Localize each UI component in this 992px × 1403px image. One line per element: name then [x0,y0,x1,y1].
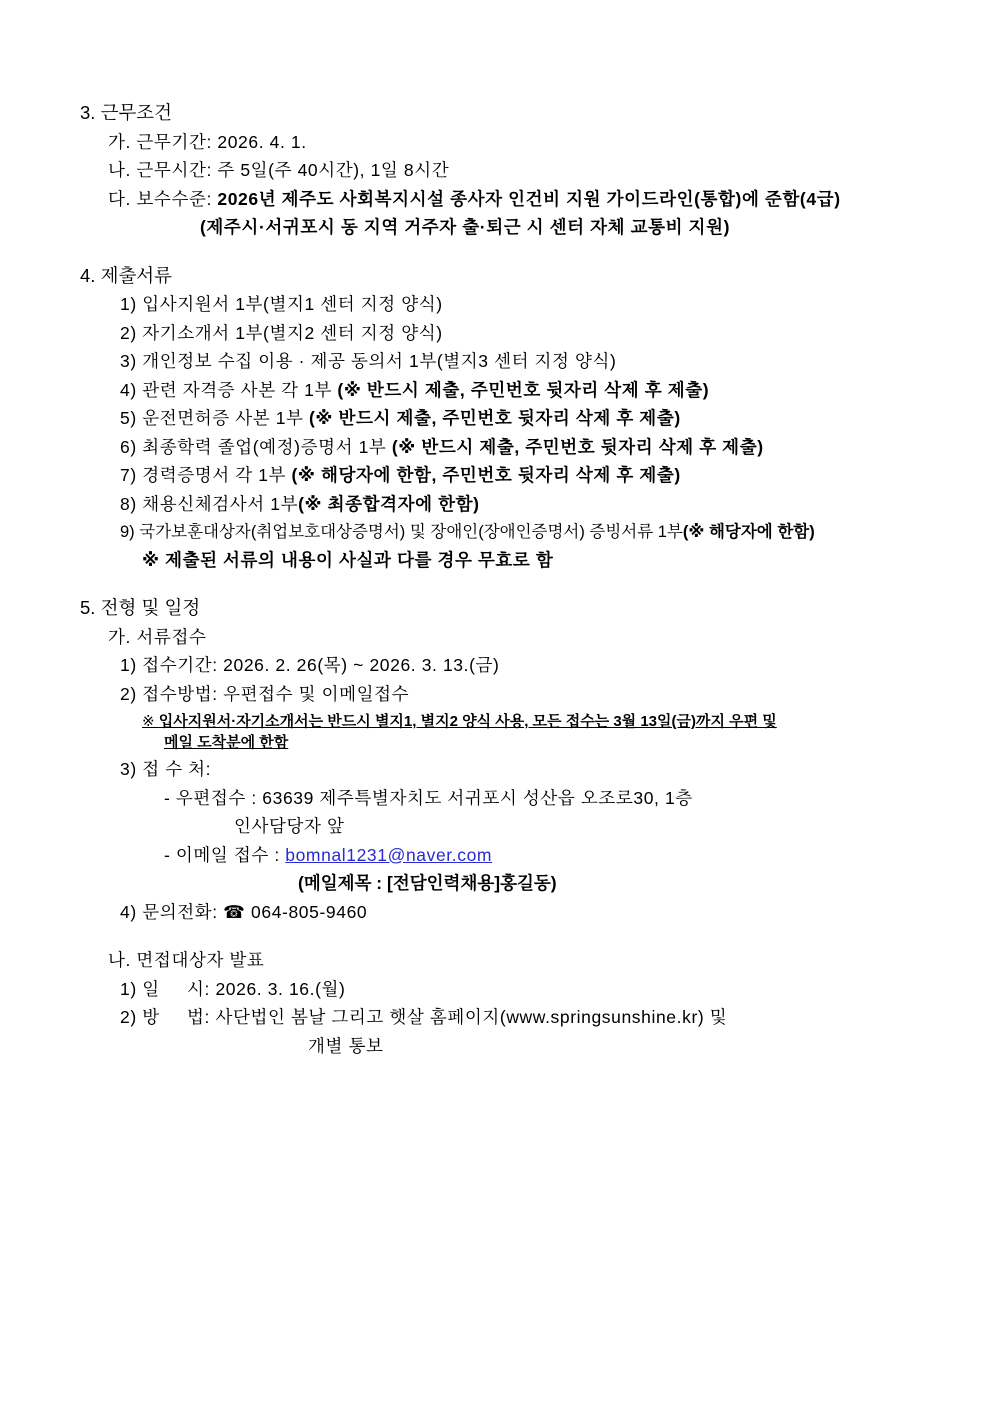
document-item-num: 4) [120,379,137,400]
pay-transport-note: (제주시·서귀포시 동 지역 거주자 출·퇴근 시 센터 자체 교통비 지원) [200,217,730,237]
schedule-sub-b-label: 나. 면접대상자 발표 [108,950,265,970]
document-item-num: 3) [120,351,137,371]
document-item [80,467,932,485]
document-item-bold: (※ 반드시 제출, 주민번호 뒷자리 삭제 후 제출) [309,408,681,428]
receipt-post-attn: 인사담당자 앞 [234,816,345,836]
document-item-text: 국가보훈대상자(취업보호대상증명서) 및 장애인(장애인증명서) 증빙서류 1부 [139,523,683,541]
pay-level-line [80,188,932,209]
work-period-line: 가. 근무기간: 2026. 4. 1. [108,131,307,152]
documents-footnote: ※ 제출된 서류의 내용이 사실과 다를 경우 무효로 함 [142,549,554,570]
document-item-text: 최종학력 졸업(예정)증명서 1부 [142,436,392,457]
document-item-num: 9) [120,523,135,541]
document-item-num: 2) [120,322,137,343]
section-title-documents: 4. 제출서류 [80,264,173,286]
interview-date-line: 1) 일 시: 2026. 3. 16.(월) [120,978,346,999]
telephone-icon: ☎ [223,902,246,923]
document-item-text: 경력증명서 각 1부 [142,465,292,485]
section-title-work-conditions: 3. 근무조건 [80,102,173,123]
contact-phone-line [80,901,932,923]
document-item [80,436,932,457]
document-item [80,493,932,514]
application-note-line2: 메일 도착분에 한함 [164,734,289,751]
document-item [80,379,932,400]
document-item-num: 5) [120,408,137,428]
document-item-bold: (※ 해당자에 한함) [682,523,815,541]
document-item-text: 입사지원서 1부(별지1 센터 지정 양식) [142,294,443,314]
application-note-text: 입사지원서·자기소개서는 반드시 별지1, 별지2 양식 사용, 모든 접수는 3월 13일(금)까지 우편 및 [158,713,777,730]
section-schedule [80,599,932,1055]
document-item-text: 개인정보 수집 이용 · 제공 동의서 1부(별지3 센터 지정 양식) [142,351,617,371]
schedule-sub-a-label: 가. 서류접수 [108,626,207,647]
mail-subject-note: (메일제목 : [전담인력채용]홍길동) [298,873,557,893]
document-item-num: 8) [120,493,137,514]
application-note-line1 [80,714,932,729]
receipt-email-link[interactable]: bomnal1231@naver.com [285,844,493,865]
receipt-email-label: - 이메일 접수 : [164,844,286,865]
application-note-marker: ※ [142,713,159,730]
document-item [80,296,932,314]
application-method-line: 2) 접수방법: 우편접수 및 이메일접수 [120,683,410,704]
document-item [80,410,932,428]
document-item [80,353,932,371]
receipt-email-line [80,844,932,865]
document-item-num: 6) [120,436,137,457]
document-item-num: 1) [120,294,137,314]
interview-method-cont: 개별 통보 [308,1035,384,1056]
contact-phone-label: 4) 문의전화: [120,901,224,922]
document-item [80,524,932,541]
receipt-place-label: 3) 접 수 처: [120,759,212,779]
section-work-conditions [80,104,932,237]
document-item-num: 7) [120,465,137,485]
section-title-schedule: 5. 전형 및 일정 [80,597,201,618]
document-item-text: 자기소개서 1부(별지2 센터 지정 양식) [142,322,443,343]
document-item-bold: (※ 해당자에 한함, 주민번호 뒷자리 삭제 후 제출) [291,465,681,485]
section-documents [80,264,932,570]
document-item-bold: (※ 최종합격자에 한함) [298,493,480,514]
document-item [80,322,932,343]
document-item-bold: (※ 반드시 제출, 주민번호 뒷자리 삭제 후 제출) [337,379,710,400]
work-hours-line: 나. 근무시간: 주 5일(주 40시간), 1일 8시간 [108,160,450,180]
pay-level-value: 2026년 제주도 사회복지시설 종사자 인건비 지원 가이드라인(통합)에 준함(4급) [217,188,841,209]
document-item-text: 채용신체검사서 1부 [142,493,299,514]
application-period-line: 1) 접수기간: 2026. 2. 26(목) ~ 2026. 3. 13.(금) [120,655,500,675]
receipt-post-address: - 우편접수 : 63639 제주특별자치도 서귀포시 성산읍 오조로30, 1층 [164,787,693,808]
pay-level-label: 다. 보수수준: [108,188,218,209]
contact-phone-number: 064-805-9460 [251,901,368,922]
document-item-text: 관련 자격증 사본 각 1부 [142,379,338,400]
document-item-bold: (※ 반드시 제출, 주민번호 뒷자리 삭제 후 제출) [391,436,764,457]
document-item-text: 운전면허증 사본 1부 [142,408,309,428]
interview-method-line: 2) 방 법: 사단법인 봄날 그리고 햇살 홈페이지(www.springsunshine.kr) 및 [120,1007,728,1027]
